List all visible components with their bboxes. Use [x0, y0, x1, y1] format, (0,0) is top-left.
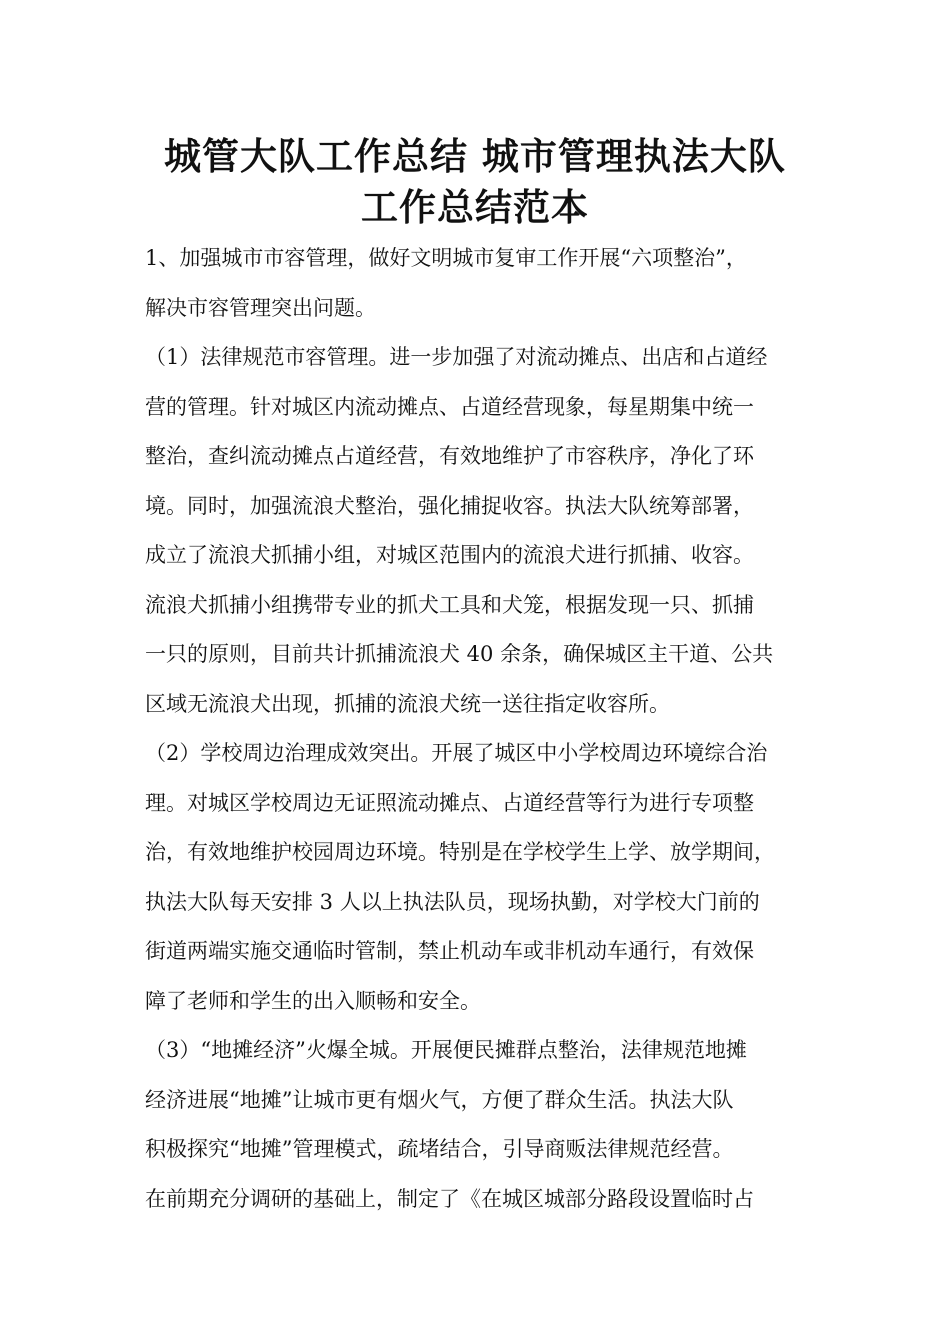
body-line: 成立了流浪犬抓捕小组，对城区范围内的流浪犬进行抓捕、收容。: [145, 543, 754, 567]
body-line: 治，有效地维护校园周边环境。特别是在学校学生上学、放学期间，: [145, 840, 775, 864]
body-line: 一只的原则，目前共计抓捕流浪犬 40 余条，确保城区主干道、公共: [145, 642, 774, 666]
body-line: 解决市容管理突出问题。: [145, 295, 376, 320]
body-line: 街道两端实施交通临时管制，禁止机动车或非机动车通行，有效保: [145, 939, 754, 963]
body-line: 障了老师和学生的出入顺畅和安全。: [145, 988, 481, 1013]
body-line: 执法大队每天安排 3 人以上执法队员，现场执勤，对学校大门前的: [145, 889, 760, 914]
document-title-line-1: 城管大队工作总结 城市管理执法大队: [164, 135, 786, 178]
body-line: （1）法律规范市容管理。进一步加强了对流动摊点、出店和占道经: [145, 345, 768, 369]
body-line: （2）学校周边治理成效突出。开展了城区中小学校周边环境综合治: [145, 741, 768, 765]
document-title-line-2: 工作总结范本: [361, 186, 589, 229]
body-line: 整治，查纠流动摊点占道经营，有效地维护了市容秩序，净化了环: [145, 444, 754, 468]
body-line: 在前期充分调研的基础上，制定了《在城区城部分路段设置临时占: [145, 1186, 754, 1211]
body-line: 境。同时，加强流浪犬整治，强化捕捉收容。执法大队统筹部署，: [145, 493, 754, 518]
body-line: 理。对城区学校周边无证照流动摊点、占道经营等行为进行专项整: [145, 790, 754, 815]
document-body: [145, 234, 825, 1224]
body-line: （3）“地摊经济”火爆全城。开展便民摊群点整治，法律规范地摊: [145, 1038, 747, 1062]
body-line: 区域无流浪犬出现，抓捕的流浪犬统一送往指定收容所。: [145, 691, 670, 716]
body-line: 经济进展“地摊”让城市更有烟火气，方便了群众生活。执法大队: [145, 1087, 734, 1112]
body-line: 1、加强城市市容管理，做好文明城市复审工作开展“六项整治”，: [145, 246, 747, 270]
body-line: 积极探究“地摊”管理模式，疏堵结合，引导商贩法律规范经营。: [145, 1137, 734, 1161]
body-line: 营的管理。针对城区内流动摊点、占道经营现象，每星期集中统一: [145, 394, 754, 419]
body-line: 流浪犬抓捕小组携带专业的抓犬工具和犬笼，根据发现一只、抓捕: [145, 592, 754, 617]
